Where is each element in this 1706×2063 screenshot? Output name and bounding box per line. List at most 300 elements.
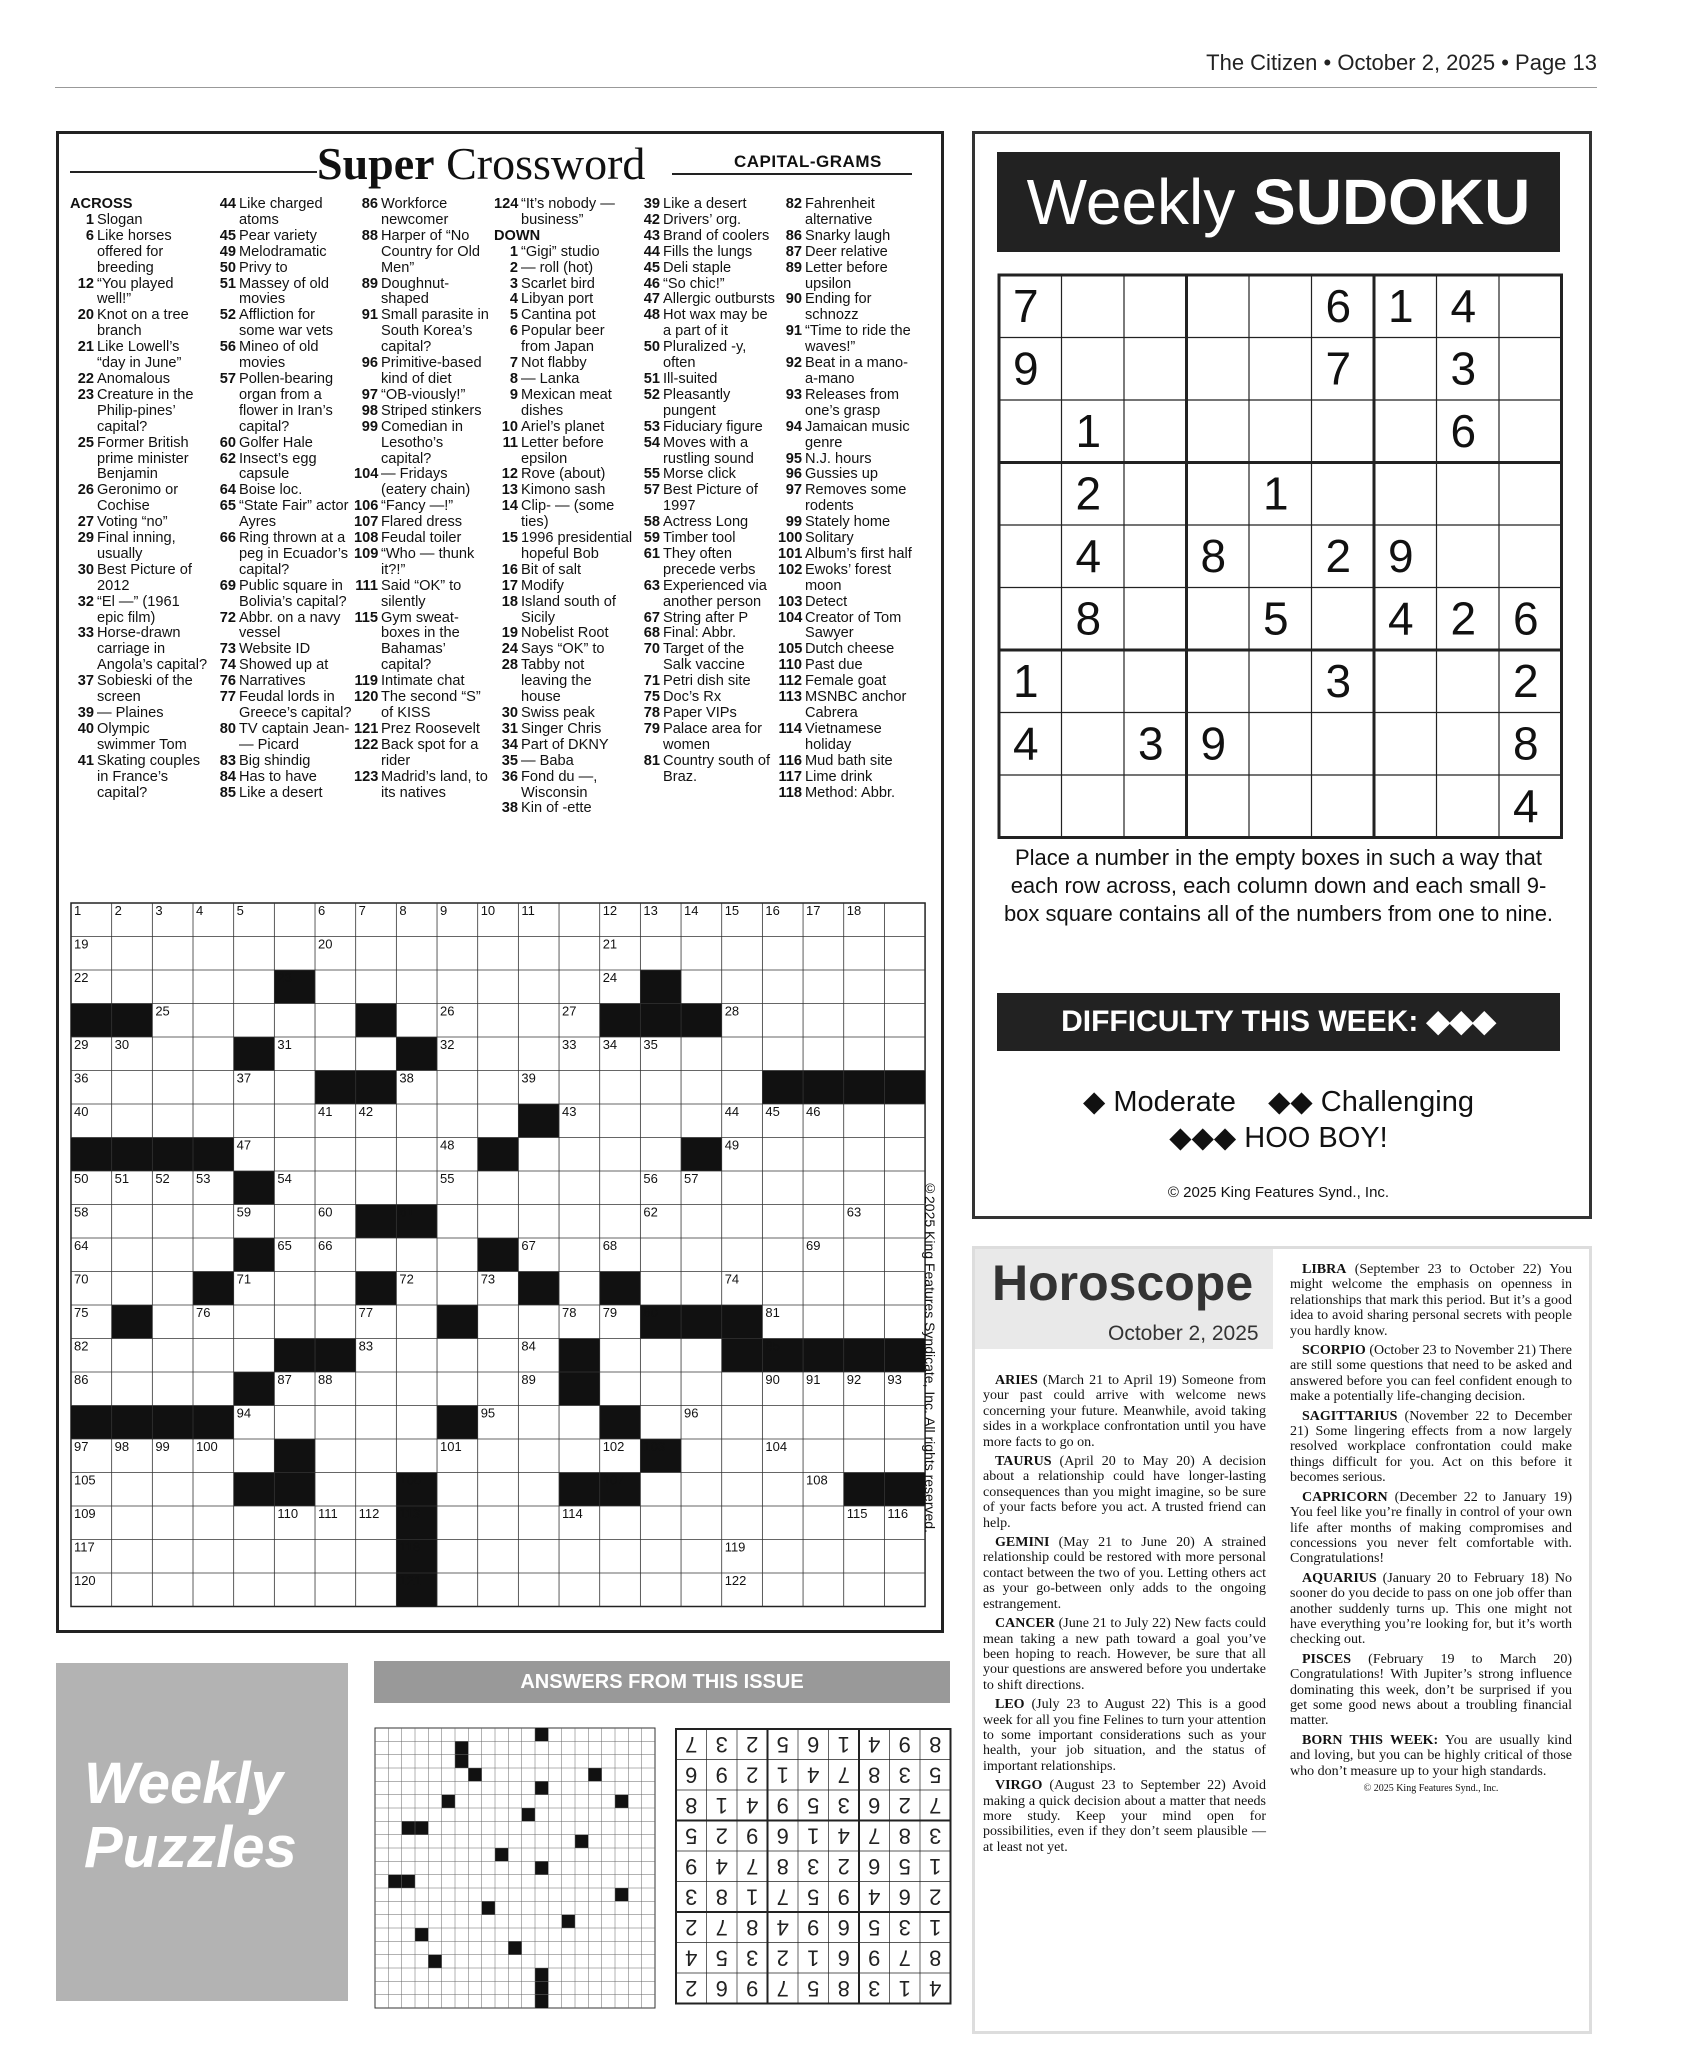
clue-number: 28	[501, 657, 518, 674]
clue-number: 82	[785, 196, 802, 212]
clue-text: Striped stinkers	[381, 402, 482, 419]
sudoku-answer-digit: 9	[898, 1731, 911, 1757]
sign-text: (March 21 to April 19) Someone from your past could arrive with welcome news concerning your future. Meanwhile, avoid taking sides in a workplace confrontation until you have more facts to go on.	[983, 1373, 1266, 1450]
grid-number: 99	[155, 1438, 170, 1454]
clue-item	[494, 372, 634, 388]
sudoku-answer-digit: 7	[837, 1762, 850, 1788]
page-header: The Citizen • October 2, 2025 • Page 13	[1206, 50, 1597, 75]
clue-number: 46	[643, 275, 660, 292]
grid-number: 74	[724, 1271, 740, 1287]
clue-text: Pollen-bearing organ from a flower in Iran’s capital?	[239, 370, 334, 435]
clue-number: 114	[778, 720, 802, 737]
grid-number: 96	[684, 1405, 699, 1421]
clue-text: Madrid’s land, to its natives	[381, 768, 488, 801]
grid-number: 39	[521, 1070, 536, 1086]
sudoku-answer-digit: 4	[776, 1914, 789, 1940]
clue-text: Sobieski of the screen	[97, 673, 193, 706]
clue-number: 8	[509, 370, 518, 387]
clue-number: 116	[778, 752, 802, 769]
clue-number: 25	[77, 434, 94, 451]
sudoku-answer-digit: 4	[929, 1975, 942, 2001]
clue-item	[636, 213, 776, 229]
clue-text: Libyan port	[521, 291, 594, 308]
clue-item	[212, 308, 352, 340]
clue-item	[778, 690, 918, 722]
clue-number: 73	[219, 641, 236, 658]
sudoku-answer-digit: 2	[776, 1945, 789, 1971]
clue-number: 50	[643, 339, 660, 356]
sudoku-answer-digit: 5	[898, 1853, 911, 1879]
black-square	[518, 1271, 559, 1304]
clue-text: Paper VIPs	[663, 705, 737, 721]
sudoku-answer-digit: 6	[776, 1823, 789, 1849]
clue-item	[636, 642, 776, 674]
sudoku-copyright: © 2025 King Features Synd., Inc.	[1167, 1184, 1390, 1201]
clue-number: 52	[219, 307, 236, 324]
level-moderate: ◆ Moderate	[1083, 1086, 1236, 1118]
black-square	[559, 1472, 600, 1505]
sudoku-answer-digit: 5	[807, 1792, 820, 1818]
clue-text: Workforce newcomer	[381, 196, 449, 228]
sudoku-answer-digit: 7	[868, 1823, 881, 1849]
clue-number: 12	[77, 275, 94, 292]
grid-number: 45	[765, 1104, 780, 1120]
grid-number: 115	[846, 1505, 868, 1521]
clue-text: Insect’s egg capsule	[239, 450, 317, 483]
sudoku-answer-digit: 3	[715, 1731, 728, 1757]
sudoku-answer-digit: 1	[807, 1823, 820, 1849]
clue-item	[70, 706, 210, 722]
clue-item	[212, 452, 352, 484]
clue-item	[778, 658, 918, 674]
sudoku-answer-digit: 3	[746, 1945, 759, 1971]
clue-text: Fiduciary figure	[663, 418, 763, 435]
grid-number: 11	[521, 903, 535, 919]
clue-item	[494, 499, 634, 531]
clue-number: 57	[643, 482, 660, 499]
clue-text: Vietnamese holiday	[805, 720, 882, 753]
clue-text: Deer relative	[805, 243, 888, 260]
sudoku-answer-digit: 8	[868, 1762, 881, 1788]
sudoku-instructions: Place a number in the empty boxes in such a way that each row across, each column down and each small 9-box square contains all of the numbers from one to nine.	[1003, 845, 1554, 926]
clue-number: 108	[354, 530, 379, 547]
clue-number: 95	[785, 450, 802, 467]
clue-item	[212, 658, 352, 674]
clue-item	[354, 308, 494, 356]
sudoku-given-digit: 9	[1388, 530, 1414, 582]
sign-text: (September 23 to October 22) You might welcome the emphasis on openness in relationships that mark this period. But it’s a good idea to avoid sharing personal secrets with people you hardly know.	[1290, 1262, 1572, 1339]
clue-number: 42	[643, 211, 660, 228]
clue-number: 51	[643, 370, 660, 387]
sudoku-answer-digit: 6	[685, 1762, 698, 1788]
clue-item	[778, 515, 918, 531]
clue-text: Knot on a tree branch	[97, 307, 189, 340]
clue-text: Has to have	[239, 768, 317, 785]
clue-item	[494, 563, 634, 579]
sudoku-answer-digit: 4	[685, 1945, 698, 1971]
clue-text: Gym sweat-boxes in the Bahamas’ capital?	[381, 609, 460, 674]
clue-number: 27	[77, 514, 94, 531]
clue-item	[494, 579, 634, 595]
sudoku-answer-digit: 1	[746, 1884, 759, 1910]
clue-text: Swiss peak	[521, 705, 595, 721]
horoscope-entry	[1290, 1733, 1572, 1779]
clue-text: Dutch cheese	[805, 641, 895, 658]
black-square	[274, 1472, 315, 1505]
clue-item	[354, 738, 494, 770]
black-square	[356, 1271, 397, 1304]
clue-number: 44	[219, 196, 236, 212]
across-heading: ACROSS	[70, 196, 133, 212]
grid-number: 41	[318, 1104, 333, 1120]
black-square	[600, 1004, 641, 1037]
grid-number: 90	[765, 1371, 780, 1387]
clue-text: Past due	[805, 657, 863, 674]
clue-text: Privy to	[239, 259, 288, 276]
sign-text: (June 21 to July 22) New facts could mean taking a new path toward a goal you’ve been hoping to reach. However, be sure that all your questions are answered before you undertake to shift directions.	[983, 1616, 1266, 1693]
black-square	[234, 1037, 275, 1070]
horoscope-entry	[1290, 1571, 1572, 1648]
clue-item	[494, 483, 634, 499]
clue-item	[354, 770, 494, 802]
black-square	[315, 1338, 356, 1371]
sign-name: LEO	[995, 1697, 1025, 1713]
black-square	[478, 1238, 519, 1271]
clue-number: 87	[785, 243, 802, 260]
sudoku-given-digit: 2	[1513, 655, 1539, 707]
clue-text: Beat in a mano-a-mano	[805, 355, 909, 387]
clue-text: Abbr. on a navy vessel	[239, 609, 341, 642]
clue-item	[70, 308, 210, 340]
sign-name: PISCES	[1302, 1651, 1352, 1667]
clue-number: 90	[785, 291, 802, 308]
clue-item	[212, 436, 352, 452]
clue-item	[354, 611, 494, 675]
clue-item	[212, 770, 352, 786]
sudoku-answer-digit: 2	[898, 1792, 911, 1818]
horoscope-entry	[983, 1697, 1266, 1774]
horoscope-entry	[983, 1778, 1266, 1855]
black-square	[559, 1338, 600, 1371]
sign-text: (January 20 to February 18) No sooner do you decide to pass on one job offer than another suddenly turns up. This one might not have everything you’re looking for, but it’s worth checking out.	[1290, 1570, 1573, 1648]
sudoku-given-digit: 3	[1450, 342, 1477, 395]
clue-text: Skating couples in France’s capital?	[97, 752, 201, 801]
clue-item	[70, 531, 210, 563]
black-square	[884, 1071, 925, 1104]
clue-text: Experienced via another person	[663, 577, 767, 610]
clue-item	[70, 277, 210, 309]
grid-number: 9	[440, 903, 448, 919]
sudoku-given-digit: 4	[1450, 280, 1477, 332]
grid-number: 44	[724, 1104, 740, 1120]
clue-list	[354, 197, 494, 801]
sudoku-given-digit: 8	[1200, 530, 1227, 582]
clue-item	[778, 229, 918, 245]
grid-number: 10	[480, 903, 496, 919]
sudoku-answer-digit: 8	[898, 1823, 911, 1849]
clue-number: 44	[643, 243, 660, 260]
grid-number: 107	[602, 1472, 625, 1488]
grid-number: 19	[73, 936, 89, 952]
clue-column-2	[212, 197, 352, 801]
grid-number: 18	[846, 903, 862, 919]
clue-item	[636, 229, 776, 245]
sudoku-grid	[997, 273, 1564, 845]
clue-number: 96	[361, 355, 378, 372]
grid-number: 65	[277, 1238, 292, 1253]
black-square	[315, 1071, 356, 1104]
clue-number: 65	[219, 498, 236, 515]
clue-text: Best Picture of 2012	[97, 561, 192, 594]
horoscope-entry	[983, 1535, 1266, 1612]
clue-item	[778, 786, 918, 802]
clue-text: Comedian in Lesotho’s capital?	[381, 418, 463, 467]
sudoku-answer-digit: 9	[807, 1914, 820, 1940]
clue-text: Drivers’ org.	[663, 211, 742, 228]
sign-name: GEMINI	[995, 1535, 1050, 1551]
grid-number: 116	[887, 1505, 909, 1521]
grid-number: 56	[643, 1171, 658, 1187]
clue-item	[636, 436, 776, 468]
grid-number: 68	[602, 1238, 618, 1253]
horoscope-entry	[1290, 1490, 1572, 1567]
sign-text: You are usually kind and loving, but you can be highly critical of those who don’t measure up to your high standards.	[1290, 1732, 1572, 1779]
clue-text: “Fancy —!”	[381, 498, 454, 515]
clue-item	[354, 388, 494, 404]
sign-name: CANCER	[995, 1616, 1055, 1632]
header-rule	[55, 87, 1597, 88]
clue-number: 16	[501, 561, 518, 578]
clue-item	[494, 706, 634, 722]
sign-text: (November 22 to December 21) Some lingering effects from a now largely resolved workplace confrontation could make things difficult for you. Act on this before it becomes serious.	[1290, 1408, 1572, 1486]
clue-column-6	[778, 197, 918, 801]
clue-number: 80	[219, 720, 236, 737]
clue-text: Narratives	[239, 673, 306, 690]
clue-item	[212, 245, 352, 261]
horoscope-entry	[983, 1454, 1266, 1531]
clue-number: 101	[778, 545, 803, 562]
clue-number: 48	[643, 307, 660, 324]
sign-text: (February 19 to March 20) Congratulations! With Jupiter’s strong influence dominating this week, don’t be surprised if you get some good news about a troubling financial matter.	[1290, 1651, 1572, 1729]
clue-number: 70	[643, 641, 660, 658]
sudoku-answer-digit: 4	[868, 1731, 881, 1757]
clue-item	[778, 388, 918, 420]
clue-item	[212, 611, 352, 643]
horoscope-date: October 2, 2025	[1108, 1322, 1259, 1345]
grid-number: 66	[318, 1238, 333, 1253]
grid-number: 111	[318, 1505, 338, 1521]
clue-number: 61	[643, 545, 660, 562]
clue-text: TV captain Jean- — Picard	[239, 720, 350, 753]
clue-number: 24	[501, 641, 518, 658]
clue-item	[636, 340, 776, 372]
black-square	[681, 1138, 722, 1171]
black-square	[112, 1305, 153, 1338]
grid-number: 63	[846, 1204, 862, 1220]
weekly-puzzles-text	[84, 1752, 297, 1880]
black-square	[681, 1305, 722, 1338]
grid-number: 4	[196, 903, 204, 919]
clue-text: Pleasantly pungent	[663, 386, 731, 419]
clue-number: 91	[361, 307, 378, 324]
sudoku-answer-digit: 9	[685, 1853, 698, 1879]
grid-number: 106	[399, 1472, 422, 1488]
sudoku-answer-digit: 7	[685, 1731, 698, 1757]
grid-number: 77	[358, 1304, 374, 1320]
grid-number: 91	[806, 1371, 821, 1387]
clue-text: Website ID	[239, 641, 311, 658]
clue-item	[778, 452, 918, 468]
clue-item	[494, 197, 634, 229]
clue-number: 53	[643, 418, 660, 435]
grid-number: 89	[521, 1371, 536, 1387]
grid-number: 67	[521, 1238, 536, 1253]
grid-number: 52	[155, 1171, 170, 1187]
sudoku-given-digit: 8	[1513, 717, 1539, 770]
sudoku-answer-digit: 3	[929, 1823, 942, 1849]
clue-item	[212, 786, 352, 802]
sudoku-given-digit: 9	[1013, 342, 1039, 395]
clue-number: 104	[354, 466, 379, 483]
clue-number: 58	[643, 514, 660, 531]
clue-text: Like a desert	[239, 784, 323, 801]
sudoku-answer-digit: 6	[868, 1853, 881, 1879]
clue-number: 97	[361, 386, 378, 403]
clue-number: 3	[509, 275, 518, 292]
clue-text: Olympic swimmer Tom	[97, 720, 187, 753]
clue-text: Back spot for a rider	[381, 736, 479, 769]
sign-text: (July 23 to August 22) This is a good week for all you fine Felines to turn your attention to some important considerations such as your health, your job situation, and the status of important relationships.	[983, 1697, 1266, 1774]
answers-header: ANSWERS FROM THIS ISSUE	[374, 1661, 950, 1703]
clue-item	[70, 626, 210, 674]
grid-number: 114	[562, 1505, 583, 1521]
clue-text: MSNBC anchor Cabrera	[805, 689, 907, 721]
difficulty-legend	[997, 1084, 1560, 1156]
clue-text: Deli staple	[663, 259, 732, 276]
sudoku-title-light: Weekly	[1026, 166, 1254, 238]
grid-number: 17	[806, 903, 821, 919]
sudoku-answer-digit: 3	[685, 1884, 698, 1910]
clue-text: Part of DKNY	[521, 736, 609, 753]
clue-text: — Baba	[521, 752, 574, 769]
grid-number: 121	[399, 1572, 422, 1588]
sudoku-answer-digit: 3	[868, 1975, 881, 2001]
grid-number: 101	[440, 1438, 462, 1454]
clue-number: 68	[643, 625, 660, 642]
clue-number: 92	[785, 355, 802, 372]
clue-text: Stately home	[805, 514, 891, 531]
clue-text: Pear variety	[239, 227, 317, 244]
clue-text: Popular beer from Japan	[521, 323, 605, 356]
grid-number: 22	[73, 970, 89, 986]
clue-number: 18	[501, 593, 518, 610]
grid-number: 98	[114, 1438, 130, 1454]
clue-item	[636, 722, 776, 754]
difficulty-banner: DIFFICULTY THIS WEEK: ◆◆◆	[997, 993, 1560, 1051]
clue-item	[494, 658, 634, 706]
sudoku-given-digit: 6	[1325, 280, 1352, 332]
clue-item	[636, 277, 776, 293]
sudoku-given-digit: 2	[1450, 592, 1477, 645]
clue-item	[636, 754, 776, 786]
grid-number: 36	[73, 1070, 89, 1086]
clue-text: Fahrenheit alternative	[805, 196, 875, 228]
sudoku-answer-digit: 3	[898, 1762, 911, 1788]
clue-item	[636, 547, 776, 579]
sudoku-answer-digit: 8	[929, 1945, 942, 1971]
sudoku-answer-digit: 3	[898, 1914, 911, 1940]
clue-item	[70, 563, 210, 595]
black-square	[234, 1372, 275, 1405]
clue-item	[354, 531, 494, 547]
sign-name: ARIES	[995, 1373, 1038, 1388]
clue-number: 4	[509, 291, 518, 308]
clue-text: “Who — thunk it?!”	[381, 545, 475, 578]
clue-text: “You played well!”	[97, 275, 174, 308]
clue-text: Feudal lords in Greece’s capital?	[239, 689, 352, 721]
grid-number: 5	[236, 903, 244, 919]
black-square	[112, 1405, 153, 1438]
clue-number: 37	[77, 673, 94, 690]
sudoku-answer-digit: 7	[898, 1945, 911, 1971]
clue-text: Flared dress	[381, 514, 463, 531]
sudoku-given-digit: 7	[1013, 280, 1039, 332]
horoscope-title: Horoscope	[992, 1255, 1254, 1311]
black-square	[71, 1004, 112, 1037]
sudoku-given-digit: 2	[1075, 467, 1102, 520]
clue-text: Intimate chat	[381, 673, 465, 690]
clue-number: 66	[219, 530, 236, 547]
clue-text: Massey of old movies	[239, 275, 330, 308]
clue-item	[354, 420, 494, 468]
clue-text: — roll (hot)	[521, 259, 594, 276]
black-square	[844, 1338, 885, 1371]
clue-number: 6	[85, 227, 94, 244]
clue-text: Final: Abbr.	[663, 625, 737, 642]
banner-line-1: Weekly	[84, 1751, 283, 1816]
sign-text: (December 22 to January 19) You feel like you’re finally in control of your own life after months of making compromises and concessions you never felt comfortable with. Congratulations!	[1290, 1489, 1572, 1567]
clue-text: Said “OK” to silently	[381, 577, 462, 610]
clue-text: Hot wax may be a part of it	[663, 307, 768, 340]
sudoku-given-digit: 5	[1263, 592, 1289, 645]
clue-item	[778, 595, 918, 611]
clue-item	[494, 642, 634, 658]
black-square	[844, 1071, 885, 1104]
clue-item	[494, 738, 634, 754]
sudoku-answer-digit: 8	[776, 1853, 789, 1879]
clue-text: String after P	[663, 609, 749, 626]
clue-item	[212, 722, 352, 754]
clue-text: Fills the lungs	[663, 243, 753, 260]
clue-list	[494, 245, 634, 818]
grid-number: 105	[73, 1472, 96, 1488]
clue-text: Ariel’s planet	[521, 418, 605, 435]
black-square	[396, 1037, 437, 1070]
black-square	[234, 1171, 275, 1204]
clue-text: Tabby not leaving the house	[521, 657, 592, 706]
clue-number: 123	[354, 768, 379, 785]
sudoku-answer-digit: 8	[715, 1884, 728, 1910]
sudoku-given-digit: 9	[1200, 717, 1227, 770]
clue-number: 110	[778, 657, 802, 674]
grid-number: 122	[724, 1572, 747, 1588]
clue-number: 111	[355, 577, 378, 594]
clue-list	[494, 197, 634, 229]
clue-item	[494, 308, 634, 324]
clue-number: 31	[501, 720, 518, 737]
clue-item	[70, 483, 210, 515]
clue-number: 69	[219, 577, 236, 594]
